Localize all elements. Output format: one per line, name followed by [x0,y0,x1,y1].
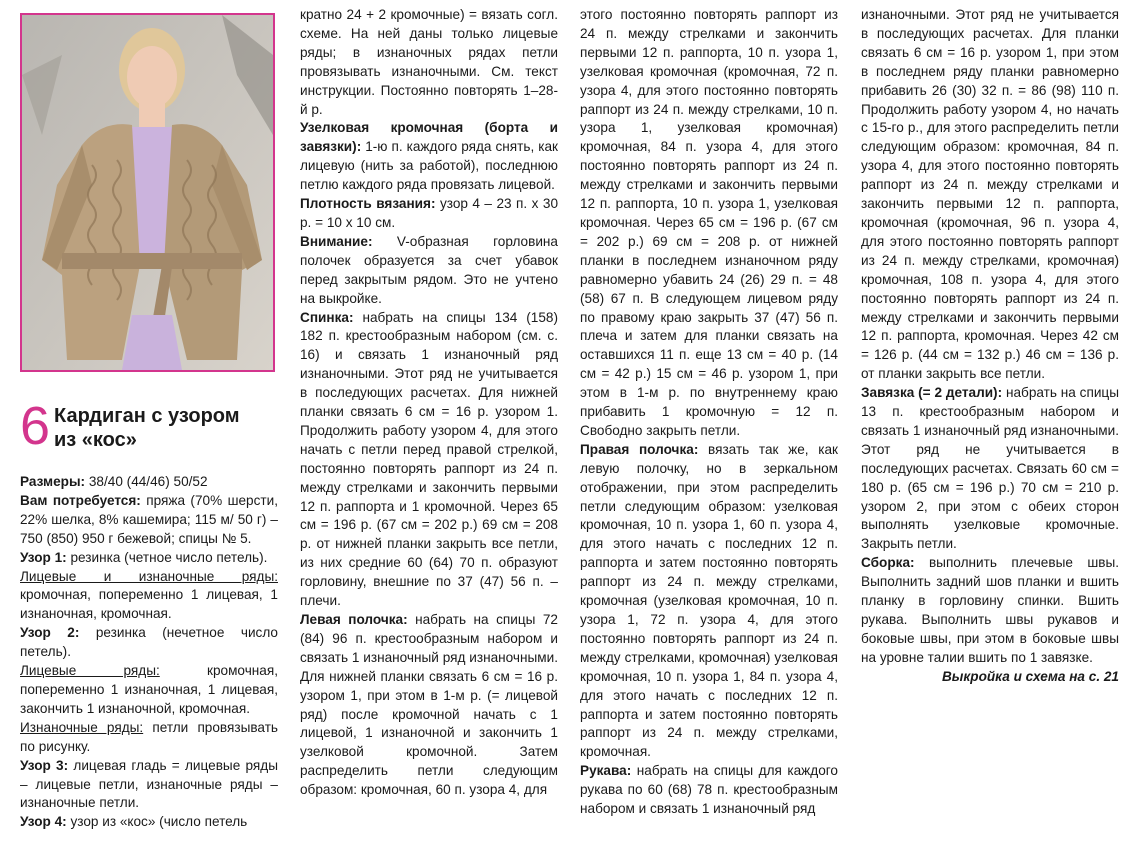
paragraph [300,309,558,612]
paragraph [20,568,278,625]
paragraph-heading: Узор 4: [20,814,67,830]
paragraph [300,611,558,800]
paragraph-text: резинка (четное число петель). [66,549,268,565]
paragraph-heading: Рукава: [580,763,632,779]
paragraph [20,719,278,757]
pattern-reference: Выкройка и схема на с. 21 [941,668,1119,684]
paragraph-text: пряжа (70% шерсти, 22% шелка, 8% кашемира; 115 м/ 50 г) – 750 (850) 950 г бежевой; спицы № 5. [20,492,278,546]
paragraph [580,6,838,441]
column-1-body [20,473,278,832]
paragraph-text: набрать на спицы 134 (158) 182 п. крестообразным набором (см. с. 16) и связать 1 изнаночный ряд изнаночными. Этот ряд не учитывается в последующих расчетах. Для нижней планки связать 6 см = 16 р. узором 1. Продолжить работу узором 4, для этого начать с петли перед правой стрелкой, постоянно повторять раппорт из 24 п. между стрелками и закончить первыми 12 п. раппорта и 1 кромочной. Через 65 см = 196 р. (67 см = 202 р.) 69 см = 208 р. от нижней планки закрыть все петли, из них средние 60 (64) 70 п. образуют горловину, внешние по 37 (47) 56 п. – плечи. [300,309,558,609]
paragraph-text: набрать на спицы 72 (84) 96 п. крестообразным набором и связать 1 изнаночный ряд изнаночными. Для нижней планки связать 6 см = 16 р. узором 1, при этом в 1-м р. (= лицевой ряд) после кромочной начать с 1 лицевой, 1 изнаночной и закончить 1 узелковой кромочной. Затем распределить петли следующим образом: кромочная, 60 п. узора 4, для [300,612,558,798]
paragraph [20,757,278,814]
paragraph [20,473,278,492]
paragraph-text: набрать на спицы для каждого рукава по 60 (68) 78 п. крестообразным набором и связать 1 изнаночный ряд [580,763,838,817]
cardigan-photo [20,13,275,372]
paragraph-text: узор из «кос» (число петель [66,814,248,830]
paragraph-heading: Сборка: [861,555,915,571]
column-4-body [861,6,1119,668]
paragraph-text: кромочная, попеременно 1 лицевая, 1 изнаночная, кромочная. [20,587,278,622]
column-3 [580,6,838,819]
paragraph [300,6,558,119]
paragraph-heading: Плотность вязания: [300,196,436,212]
title-line-1: Кардиган с узором [54,405,240,427]
paragraph-heading: Внимание: [300,233,373,249]
paragraph [580,762,838,819]
paragraph-heading: Размеры: [20,474,86,489]
paragraph-heading: Узелковая кромочная (борта и завязки): [300,120,558,155]
paragraph-heading: Узор 3: [20,757,69,773]
paragraph-heading: Узор 1: [20,549,67,565]
pattern-title [54,404,240,452]
paragraph [580,441,838,762]
paragraph-text: набрать на спицы 13 п. крестообразным набором и связать 1 изнаночный ряд изнаночными. Этот ряд не учитывается в последующих расчетах. Связать 60 см = 180 р. (65 см = 196 р.) 70 см = 210 р. узором 2, при этом с обеих сторон выполнять узелковые кромочные. Закрыть петли. [861,385,1119,552]
paragraph-subheading: Лицевые ряды: [20,663,160,679]
paragraph-subheading: Изнаночные ряды: [20,719,144,735]
paragraph [300,195,558,233]
paragraph [20,624,278,662]
paragraph-text: 1-ю п. каждого ряда снять, как лицевую (нить за работой), последнюю петлю каждого ряда провязать лицевой. [300,139,558,193]
pattern-title-block [20,396,280,458]
paragraph [861,6,1119,384]
title-line-2: из «кос» [54,429,137,451]
paragraph-subheading: Лицевые и изнаночные ряды: [20,568,278,584]
paragraph-text: лицевая гладь = лицевые ряды – лицевые петли, изнаночные ряды – изнаночные петли. [20,757,278,811]
paragraph-heading: Спинка: [300,309,354,325]
paragraph [20,492,278,549]
paragraph-text: резинка (нечетное число петель). [20,625,278,660]
paragraph-heading: Узор 2: [20,625,80,641]
paragraph [20,662,278,719]
paragraph-heading: Вам потребуется: [20,492,141,508]
pattern-number: 6 [20,396,51,456]
paragraph [300,233,558,309]
paragraph [861,384,1119,554]
paragraph-heading: Правая полочка: [580,441,699,457]
paragraph-text: V-образная горловина полочек образуется за счет убавок перед закрытым рядом. Это не учтено на выкройке. [300,233,558,306]
paragraph-text: 38/40 (44/46) 50/52 [85,474,208,489]
model-illustration [22,15,273,370]
column-4 [861,6,1119,687]
paragraph-text: выполнить плечевые швы. Выполнить задний шов планки и вшить планку в горловину спинки. Вшить рукава. Выполнить швы рукавов и боковые швы, при этом в боковые швы на уровне талии вшить по 1 завязке. [861,555,1119,665]
paragraph-heading: Завязка (= 2 детали): [861,385,1003,401]
paragraph-text: узор 4 – 23 п. х 30 р. = 10 х 10 см. [300,196,559,230]
paragraph [20,813,278,832]
paragraph-text: вязать так же, как левую полочку, но в зеркальном отображении, при этом распределить петли следующим образом: узелковая кромочная, 10 п. узора 1, 60 п. узора 4, для этого начать с последних 12 п. раппорта и затем постоянно повторять раппорт из 24 п. между стрелками, кромочная (узелковая кромочная, 10 п. узора 1, 72 п. узора 4, для этого постоянно повторять раппорт из 24 п. между стрелками, кромочная) узелковая кромочная, 10 п. узора 1, 84 п. узора 4, для этого начать с последних 12 п. раппорта и затем постоянно повторять раппорт из 24 п. между стрелками, кромочная. [580,441,839,760]
column-2 [300,6,558,800]
paragraph-text: кромочная, попеременно 1 изнаночная, 1 лицевая, закончить 1 изнаночной, кромочная. [20,663,278,716]
paragraph [300,119,558,195]
paragraph [20,549,278,568]
paragraph-text: изнаночными. Этот ряд не учитывается в последующих расчетах. Для планки связать 6 см = 16 р. узором 1, при этом в последнем ряду планки равномерно прибавить 26 (30) 32 п. = 86 (98) 110 п. Продолжить работу узором 4, но начать с 15-го р., для этого распределить петли следующим образом: кромочная, 84 п. узора 4, для этого постоянно повторять раппорт из 24 п. между стрелками и закончить первыми 12 п. раппорта, кромочная (кромочная, 96 п. узора 4, для этого постоянно повторять раппорт из 24 п. между стрелками, кромочная) кромочная, 108 п. узора 4, для этого постоянно повторять раппорт из 24 п. между стрелками и закончить первыми 12 п. раппорта, кромочная. Через 42 см = 126 р. (44 см = 132 р.) 46 см = 136 р. от планки закрыть все петли. [861,7,1119,382]
paragraph-text: этого постоянно повторять раппорт из 24 п. между стрелками и закончить первыми 12 п. раппорта, 10 п. узора 1, узелковая кромочная (кромочная, 72 п. узора 4, для этого постоянно повторять раппорт из 24 п. между стрелками, 10 п. узора 1, узелковая кромочная) кромочная, 84 п. узора 4, для этого постоянно повторять раппорт из 24 п. между стрелками и закончить первыми 12 п. раппорта, 10 п. узора 1, узелковая кромочная. Через 65 см = 196 р. (67 см = 202 р.) 69 см = 208 р. от нижней планки в последнем изнаночном ряду равномерно убавить 24 (26) 29 п. = 48 (58) 67 п. В следующем лицевом ряду по правому краю закрыть 37 (47) 56 п. плеча и затем для планки связать на оставшихся 11 п. еще 13 см = 40 р. (14 см = 42 р.) 15 см = 46 р. узором 1, при этом в 1-м р. по внутреннему краю прибавить 1 кромочную = 12 п. Свободно закрыть петли. [580,7,838,438]
paragraph-text: петли провязывать по рисунку. [20,719,278,754]
paragraph-text: кратно 24 + 2 кромочные) = вязать согл. схеме. На ней даны только лицевые ряды; в изнаночных рядах петли провязывать изнаночными. См. текст инструкции. Постоянно повторять 1–28-й р. [300,7,558,117]
paragraph-heading: Левая полочка: [300,612,408,627]
paragraph [861,554,1119,667]
